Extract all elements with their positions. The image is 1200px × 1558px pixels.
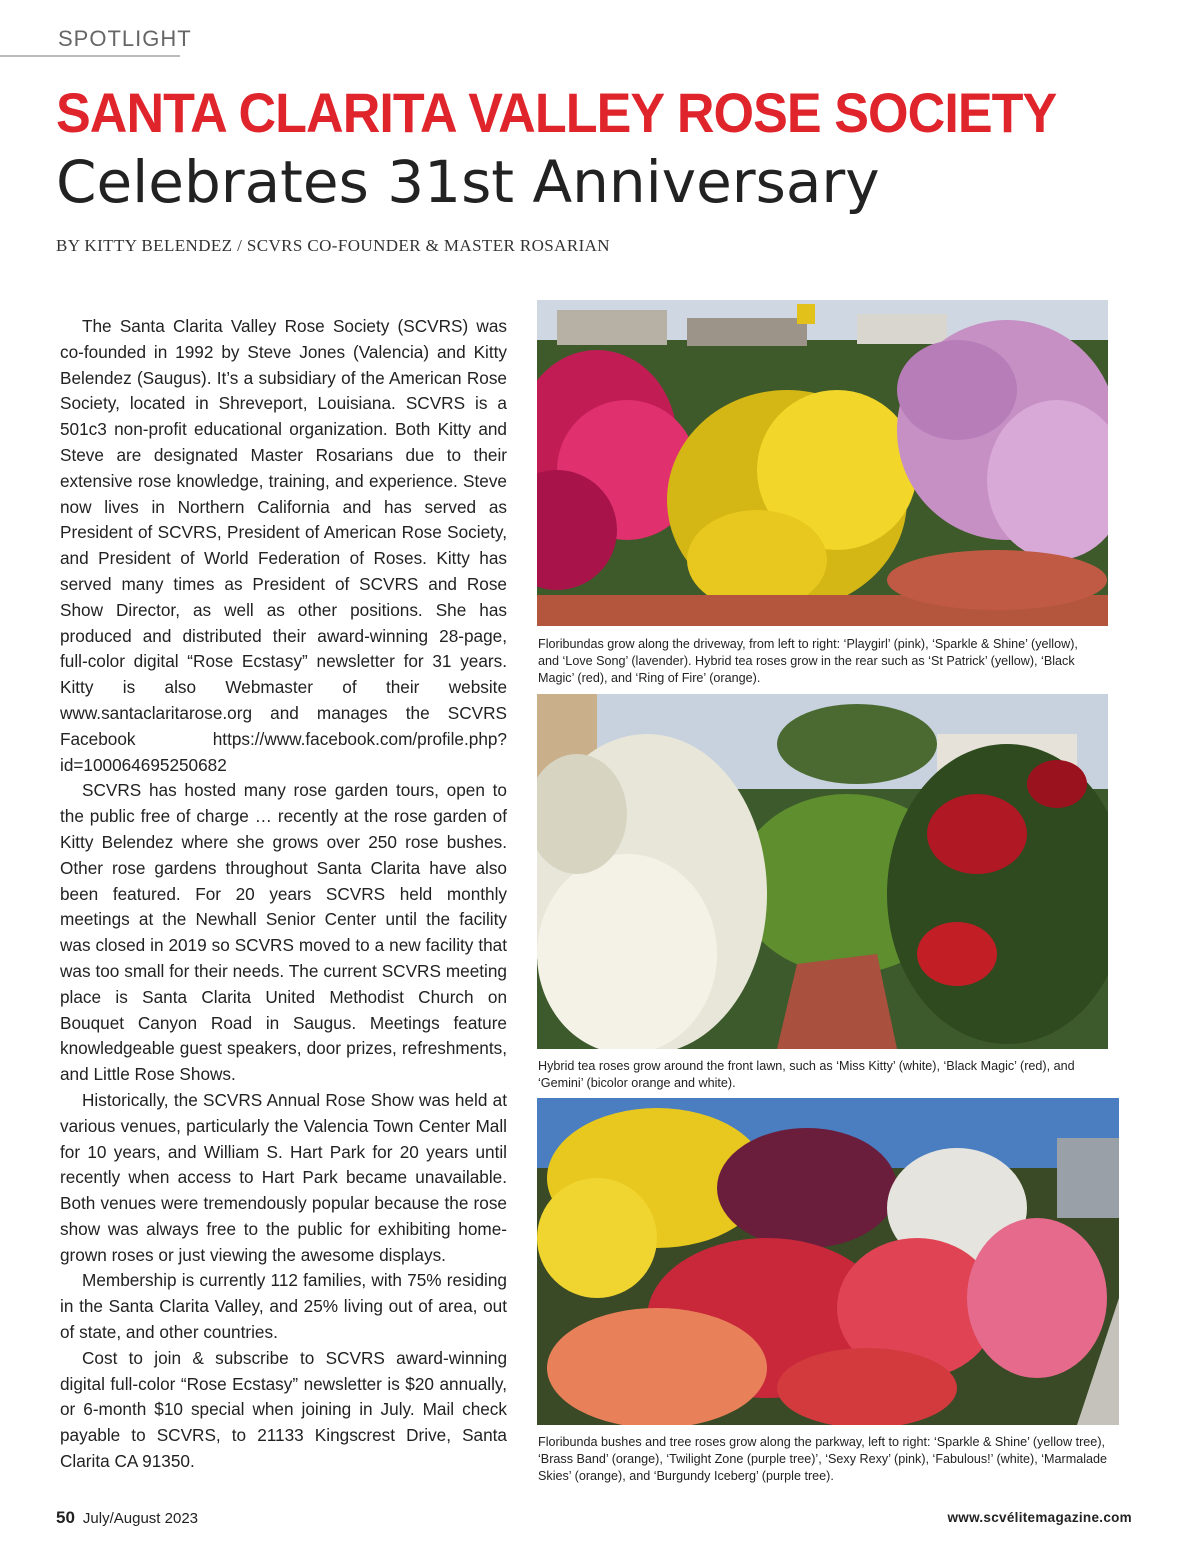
rose-photo-front-lawn bbox=[537, 694, 1108, 1049]
magazine-website: www.scvélitemagazine.com bbox=[947, 1510, 1132, 1525]
page-number: 50 bbox=[56, 1508, 75, 1527]
article-paragraph: The Santa Clarita Valley Rose Society (SCVRS) was co-founded in 1992 by Steve Jones (Valencia) and Kitty Belendez (Saugus). It’s a subsidiary of the American Rose Society, located in Shreveport, Louisiana. SCVRS is a 501c3 non-profit educational organization. Both Kitty and Steve are designated Master Rosarians due to their extensive rose knowledge, training, and experience. Steve now lives in Northern California and has served as President of SCVRS, President of American Rose Society, and President of World Federation of Roses. Kitty has served many times as President of SCVRS and Rose Show Director, as well as other positions. She has produced and distributed their award-winning 28-page, full-color digital “Rose Ecstasy” newsletter for 31 years. Kitty is also Webmaster of their website www.santaclaritarose.org and manages the SCVRS Facebook https://www.facebook.com/profile.php?id=100064695250682 bbox=[60, 316, 507, 775]
rose-photo-driveway bbox=[537, 300, 1108, 626]
article-paragraph: Cost to join & subscribe to SCVRS award-winning digital full-color “Rose Ecstasy” newsletter is $20 annually, or 6-month $10 special when joining in July. Mail check payable to SCVRS, to 21133 Kingscrest Drive, Santa Clarita CA 91350. bbox=[60, 1347, 507, 1472]
page-footer bbox=[56, 1508, 198, 1528]
article-headline: SANTA CLARITA VALLEY ROSE SOCIETY bbox=[56, 81, 1057, 144]
kicker-divider bbox=[0, 55, 180, 57]
article-paragraph: SCVRS has hosted many rose garden tours, open to the public free of charge … recently at the rose garden of Kitty Belendez where she grows over 250 rose bushes. Other rose gardens throughout Santa Clarita have also been featured. For 20 years SCVRS held monthly meetings at the Newhall Senior Center until the facility was closed in 2019 so SCVRS moved to a new facility that was too small for their needs. The current SCVRS meeting place is Santa Clarita United Methodist Church on Bouquet Canyon Road in Saugus. Meetings feature knowledgeable guest speakers, door prizes, refreshments, and Little Rose Shows. bbox=[60, 780, 507, 1085]
photo-caption: Floribundas grow along the driveway, from left to right: ‘Playgirl’ (pink), ‘Sparkle & Shine’ (yellow), and ‘Love Song’ (lavender). Hybrid tea roses grow in the rear such as ‘St Patrick’ (yellow), ‘Black Magic’ (red), and ‘Ring of Fire’ (orange). bbox=[538, 637, 1078, 685]
issue-date: July/August 2023 bbox=[82, 1510, 198, 1527]
rose-photo-parkway bbox=[537, 1098, 1119, 1425]
article-subhead: Celebrates 31st Anniversary bbox=[56, 148, 880, 216]
photo-caption: Floribunda bushes and tree roses grow along the parkway, left to right: ‘Sparkle & Shine’ (yellow tree), ‘Brass Band’ (orange), ‘Twilight Zone (purple tree)’, ‘Sexy Rexy’ (pink), ‘Fabulous!’ (white), ‘Marmalade Skies’ (orange), and ‘Burgundy Iceberg’ (purple tree). bbox=[538, 1435, 1108, 1483]
article-byline: BY KITTY BELENDEZ / SCVRS CO-FOUNDER & MASTER ROSARIAN bbox=[56, 236, 610, 255]
photo-caption: Hybrid tea roses grow around the front lawn, such as ‘Miss Kitty’ (white), ‘Black Magic’ (red), and ‘Gemini’ (bicolor orange and white). bbox=[538, 1059, 1075, 1090]
article-paragraph: Historically, the SCVRS Annual Rose Show was held at various venues, particularly the Valencia Town Center Mall for 10 years, and William S. Hart Park for 20 years until recently when access to Hart Park became unavailable. Both venues were tremendously popular because the rose show was always free to the public for exhibiting home-grown roses or just viewing the awesome displays. bbox=[60, 1089, 507, 1265]
article-body bbox=[60, 314, 507, 1475]
article-paragraph: Membership is currently 112 families, with 75% residing in the Santa Clarita Valley, and 25% living out of area, out of state, and other countries. bbox=[60, 1270, 507, 1343]
section-kicker: SPOTLIGHT bbox=[58, 26, 192, 51]
